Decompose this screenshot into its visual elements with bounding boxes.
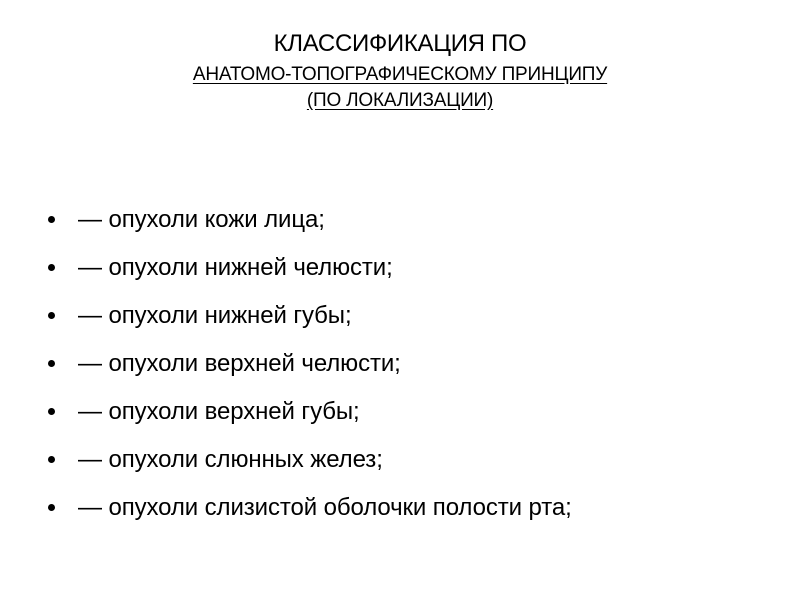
list-item [40,388,780,436]
list-item-text: — опухоли верхней губы; [78,398,360,425]
list-item-text: — опухоли верхней челюсти; [78,350,401,377]
bullet-icon [48,264,55,271]
list-item-text: — опухоли слизистой оболочки полости рта; [78,494,572,521]
list-item [40,196,780,244]
bullet-icon [48,312,55,319]
bullet-list [40,196,780,532]
list-item-text: — опухоли слюнных желез; [78,446,383,473]
list-item [40,244,780,292]
list-item-text: — опухоли нижней челюсти; [78,254,393,281]
slide-title [0,30,800,114]
bullet-icon [48,408,55,415]
list-item [40,292,780,340]
list-item-text: — опухоли нижней губы; [78,302,352,329]
title-line-3: (ПО ЛОКАЛИЗАЦИИ) [306,90,494,111]
bullet-icon [48,504,55,511]
title-line-2: АНАТОМО-ТОПОГРАФИЧЕСКОМУ ПРИНЦИПУ [192,64,608,85]
bullet-icon [48,456,55,463]
bullet-icon [48,216,55,223]
list-item-text: — опухоли кожи лица; [78,206,325,233]
list-item [40,340,780,388]
title-line-1: КЛАССИФИКАЦИЯ ПО [273,30,527,57]
list-item [40,436,780,484]
bullet-icon [48,360,55,367]
list-item [40,484,780,532]
